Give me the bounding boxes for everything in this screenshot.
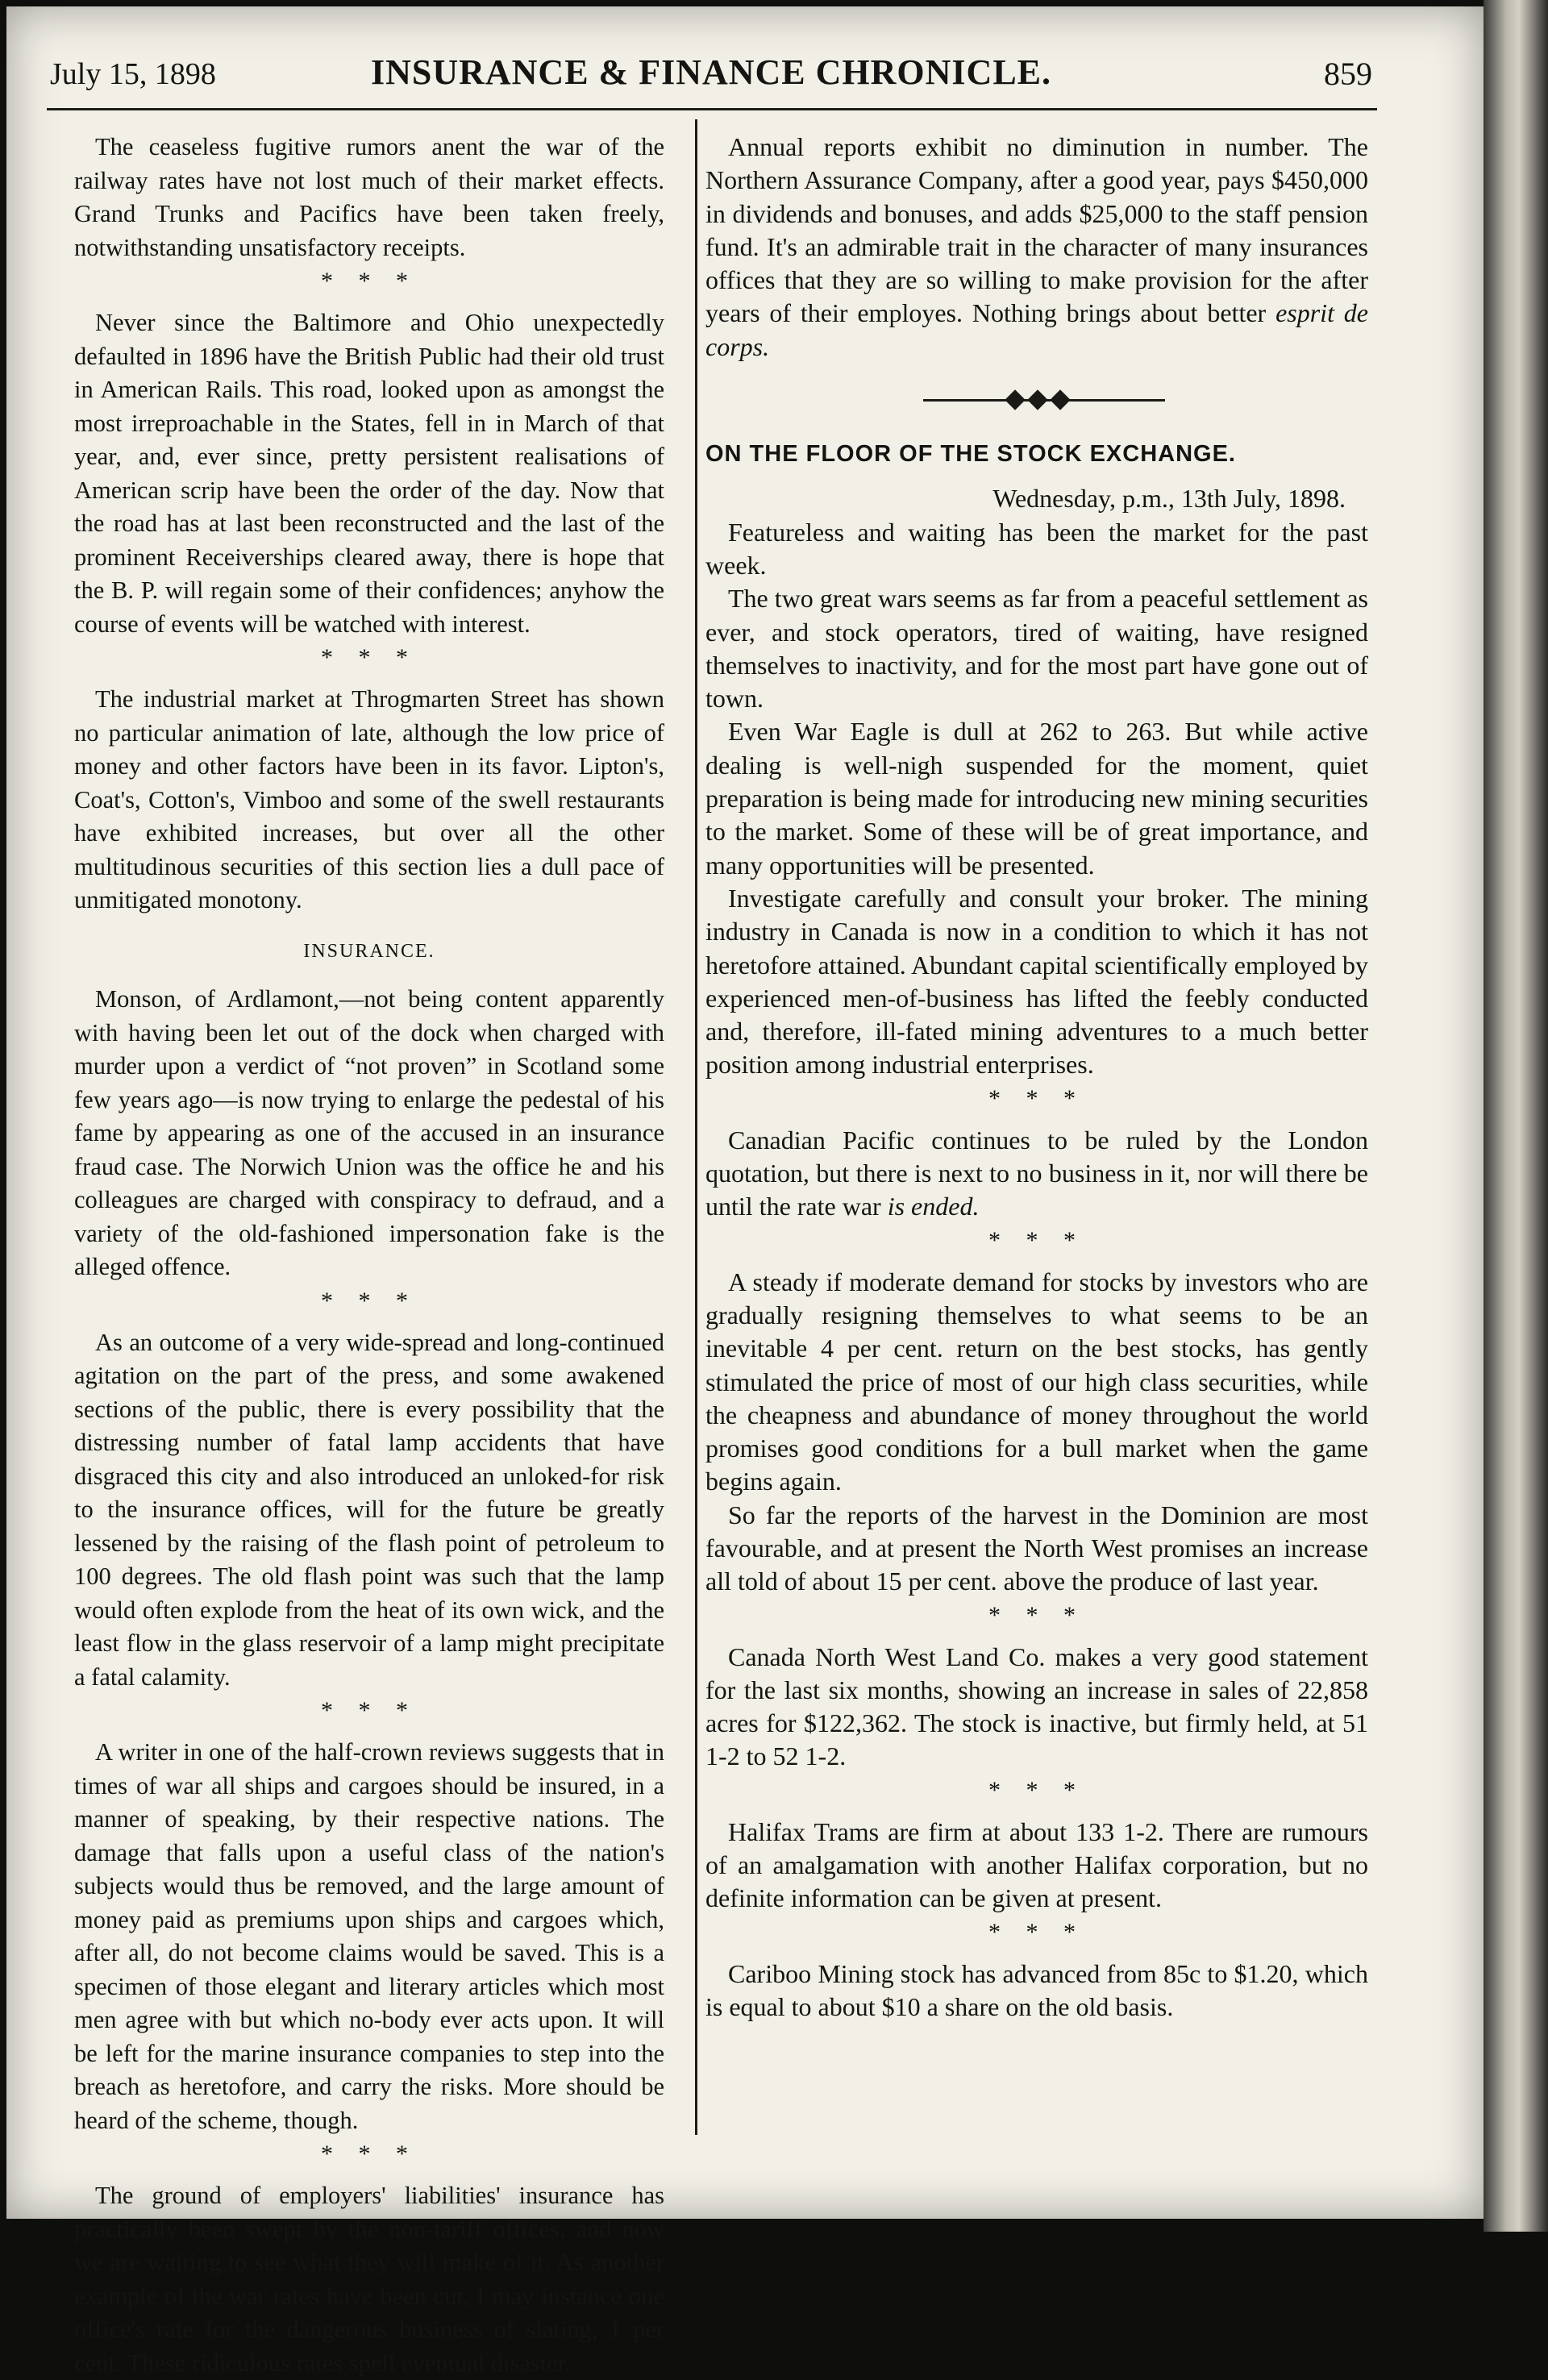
page-header <box>50 52 1372 100</box>
ornament-diamond <box>1050 389 1070 410</box>
paragraph-railway-rates: The ceaseless fugitive rumors anent the war of the railway rates have not lost much of their market effects. Grand Trunks and Pacifics have been taken freely, notwithstanding unsatisfactory receipts. <box>74 133 664 261</box>
section-separator: * * * <box>988 1776 1085 1804</box>
is-ended-italic: is ended. <box>887 1192 980 1221</box>
paragraph-harvest: So far the reports of the harvest in the Dominion are most favourable, and at present the North West promises an increase all told of about 15 per cent. above the produce of last year. <box>705 1500 1368 1596</box>
insurance-heading: INSURANCE. <box>303 940 435 962</box>
section-separator: * * * <box>988 1226 1085 1254</box>
annual-reports-text: Annual reports exhibit no diminution in number. The Northern Assurance Company, after a good year, pays $450,000 in dividends and bonuses, and adds $25,000 to the staff pension fund. It's an admirable trait in the character of many insurances offices that they are so willing to make provision for the after years of their employes. Nothing brings about better <box>705 132 1368 328</box>
paragraph-war-eagle: Even War Eagle is dull at 262 to 263. But while active dealing is well-nigh suspended for the moment, quiet preparation is being made for introducing new mining securities to the market. Some of these will be of great importance, and many opportunities will be presented. <box>705 717 1368 880</box>
paragraph-two-wars: The two great wars seems as far from a peaceful settlement as ever, and stock operators, tired of waiting, have resigned themselves to inactivity, and for the most part have gone out of town. <box>705 584 1368 714</box>
publication-title: INSURANCE & FINANCE CHRONICLE. <box>370 52 1052 92</box>
header-rule <box>47 108 1377 110</box>
paragraph-canadian-pacific <box>705 1124 1368 1224</box>
section-separator: * * * <box>988 1918 1085 1945</box>
paragraph-monson: Monson, of Ardlamont,—not being content apparently with having been let out of the dock when charged with murder upon a verdict of “not proven” in Scotland some few years ago—is now trying to enlarge the pedestal of his fame by appearing as one of the accused in an insurance fraud case. The Norwich Union was the office he and his colleagues are charged with conspiracy to defraud, and a variety of the old-fashioned impersonation fake is the alleged offence. <box>74 985 664 1280</box>
page-number: 859 <box>1324 56 1372 92</box>
section-separator: * * * <box>988 1601 1085 1629</box>
paragraph-cariboo-mining: Cariboo Mining stock has advanced from 85c to $1.20, which is equal to about $10 a share on the old basis. <box>705 1958 1368 2021</box>
paragraph-investigate: Investigate carefully and consult your broker. The mining industry in Canada is now in a condition to which it has not heretofore attained. Abundant capital scientifically employed by experienced men-of-business has lifted the feebly conducted and, therefore, ill-fated mining adventures to a much better position among industrial enterprises. <box>705 883 1368 1080</box>
esprit-de-corps-italic: esprit de corps. <box>705 298 1369 361</box>
column-divider <box>695 119 697 2135</box>
paragraph-halifax-trams: Halifax Trams are firm at about 133 1-2. There are rumours of an amalgamation with another Halifax corporation, but no definite information can be given at present. <box>705 1816 1368 1913</box>
paragraph-employers-liabilities: The ground of employers' liabilities' insurance has practically been swept by the non-tariff offices, and now we are waiting to see what they will make of it. As another example of the war rates have been cut, I may instance one office's rate for the dangerous business of slating, 1 per cent. These ridiculous rates spell eventual disaster. <box>74 2182 664 2377</box>
canadian-pacific-text: Canadian Pacific continues to be ruled by the London quotation, but there is next to no business in it, nor will there be until the rate war <box>705 1125 1368 1221</box>
paragraph-steady-demand: A steady if moderate demand for stocks by investors who are gradually resigning themselves to what seems to be an inevitable 4 per cent. return on the best stocks, has gently stimulated the price of most of our high class securities, while the cheapness and abundance of money throughout the world promises good conditions for a bull market when the game begins again. <box>705 1267 1368 1496</box>
paragraph-american-rails: Never since the Baltimore and Ohio unexpectedly defaulted in 1896 have the British Public had their old trust in American Rails. This road, looked upon as amongst the most irreproachable in the States, fell in in March of that year, and, ever since, pretty persistent realisations of American scrip have been the order of the day. Now that the road has at last been reconstructed and the last of the prominent Receiverships cleared away, there is hope that the B. P. will regain some of their confidences; anyhow the course of events will be watched with interest. <box>74 309 664 638</box>
section-separator: * * * <box>321 1697 418 1724</box>
section-separator: * * * <box>321 268 418 294</box>
section-separator: * * * <box>988 1084 1085 1112</box>
issue-date: July 15, 1898 <box>50 57 216 91</box>
paragraph-flash-point: As an outcome of a very wide-spread and long-continued agitation on the part of the press, and some awakened sections of the public, there is every possibility that the distressing number of fatal lamp accidents that have disgraced this city and also introduced an unloked-for risk to the insurance offices, will for the future be greatly lessened by the raising of the flash point of petroleum to 100 degrees. The old flash point was such that the lamp would often explode from the heat of its own wick, and the least flow in the glass reservoir of a lamp might precipitate a fatal calamity. <box>74 1328 664 1691</box>
ornamental-divider <box>705 381 1368 420</box>
section-separator: * * * <box>321 1287 418 1314</box>
ornament-diamond <box>1027 389 1047 410</box>
left-column <box>74 131 664 2380</box>
page-edge-shadow <box>1484 0 1548 2232</box>
paragraph-war-insurance: A writer in one of the half-crown reviews suggests that in times of war all ships and cargoes should be insured, in a manner of speaking, by their respective nations. The damage that falls upon a useful class of the nation's subjects would thus be removed, and the large amount of money paid as premiums upon ships and cargoes which, after all, do not become claims would be saved. This is a specimen of those elegant and literary articles which most men agree with but which no-body ever acts upon. It will be left for the marine insurance companies to step into the breach as heretofore, and carry the risks. More should be heard of the scheme, though. <box>74 1738 664 2134</box>
stock-exchange-dateline: Wednesday, p.m., 13th July, 1898. <box>992 484 1346 514</box>
section-separator: * * * <box>321 644 418 671</box>
paragraph-featureless: Featureless and waiting has been the market for the past week. <box>705 517 1368 580</box>
paragraph-industrial-market: The industrial market at Throgmarten Street has shown no particular animation of late, although the low price of money and other factors have been in its favor. Lipton's, Coat's, Cotton's, Vimboo and some of the swell restaurants have exhibited increases, but over all the other multitudinous securities of this section lies a dull pace of unmitigated monotony. <box>74 685 664 913</box>
stock-exchange-heading: ON THE FLOOR OF THE STOCK EXCHANGE. <box>705 441 1236 468</box>
ornament-diamond <box>1005 389 1025 410</box>
paragraph-annual-reports <box>705 131 1368 364</box>
right-column <box>705 131 1368 2024</box>
paragraph-canada-north-west-land: Canada North West Land Co. makes a very good statement for the last six months, showing an increase in sales of 22,858 acres for $122,362. The stock is inactive, but firmly held, at 51 1-2 to 52 1-2. <box>705 1641 1368 1771</box>
section-separator: * * * <box>321 2141 418 2167</box>
